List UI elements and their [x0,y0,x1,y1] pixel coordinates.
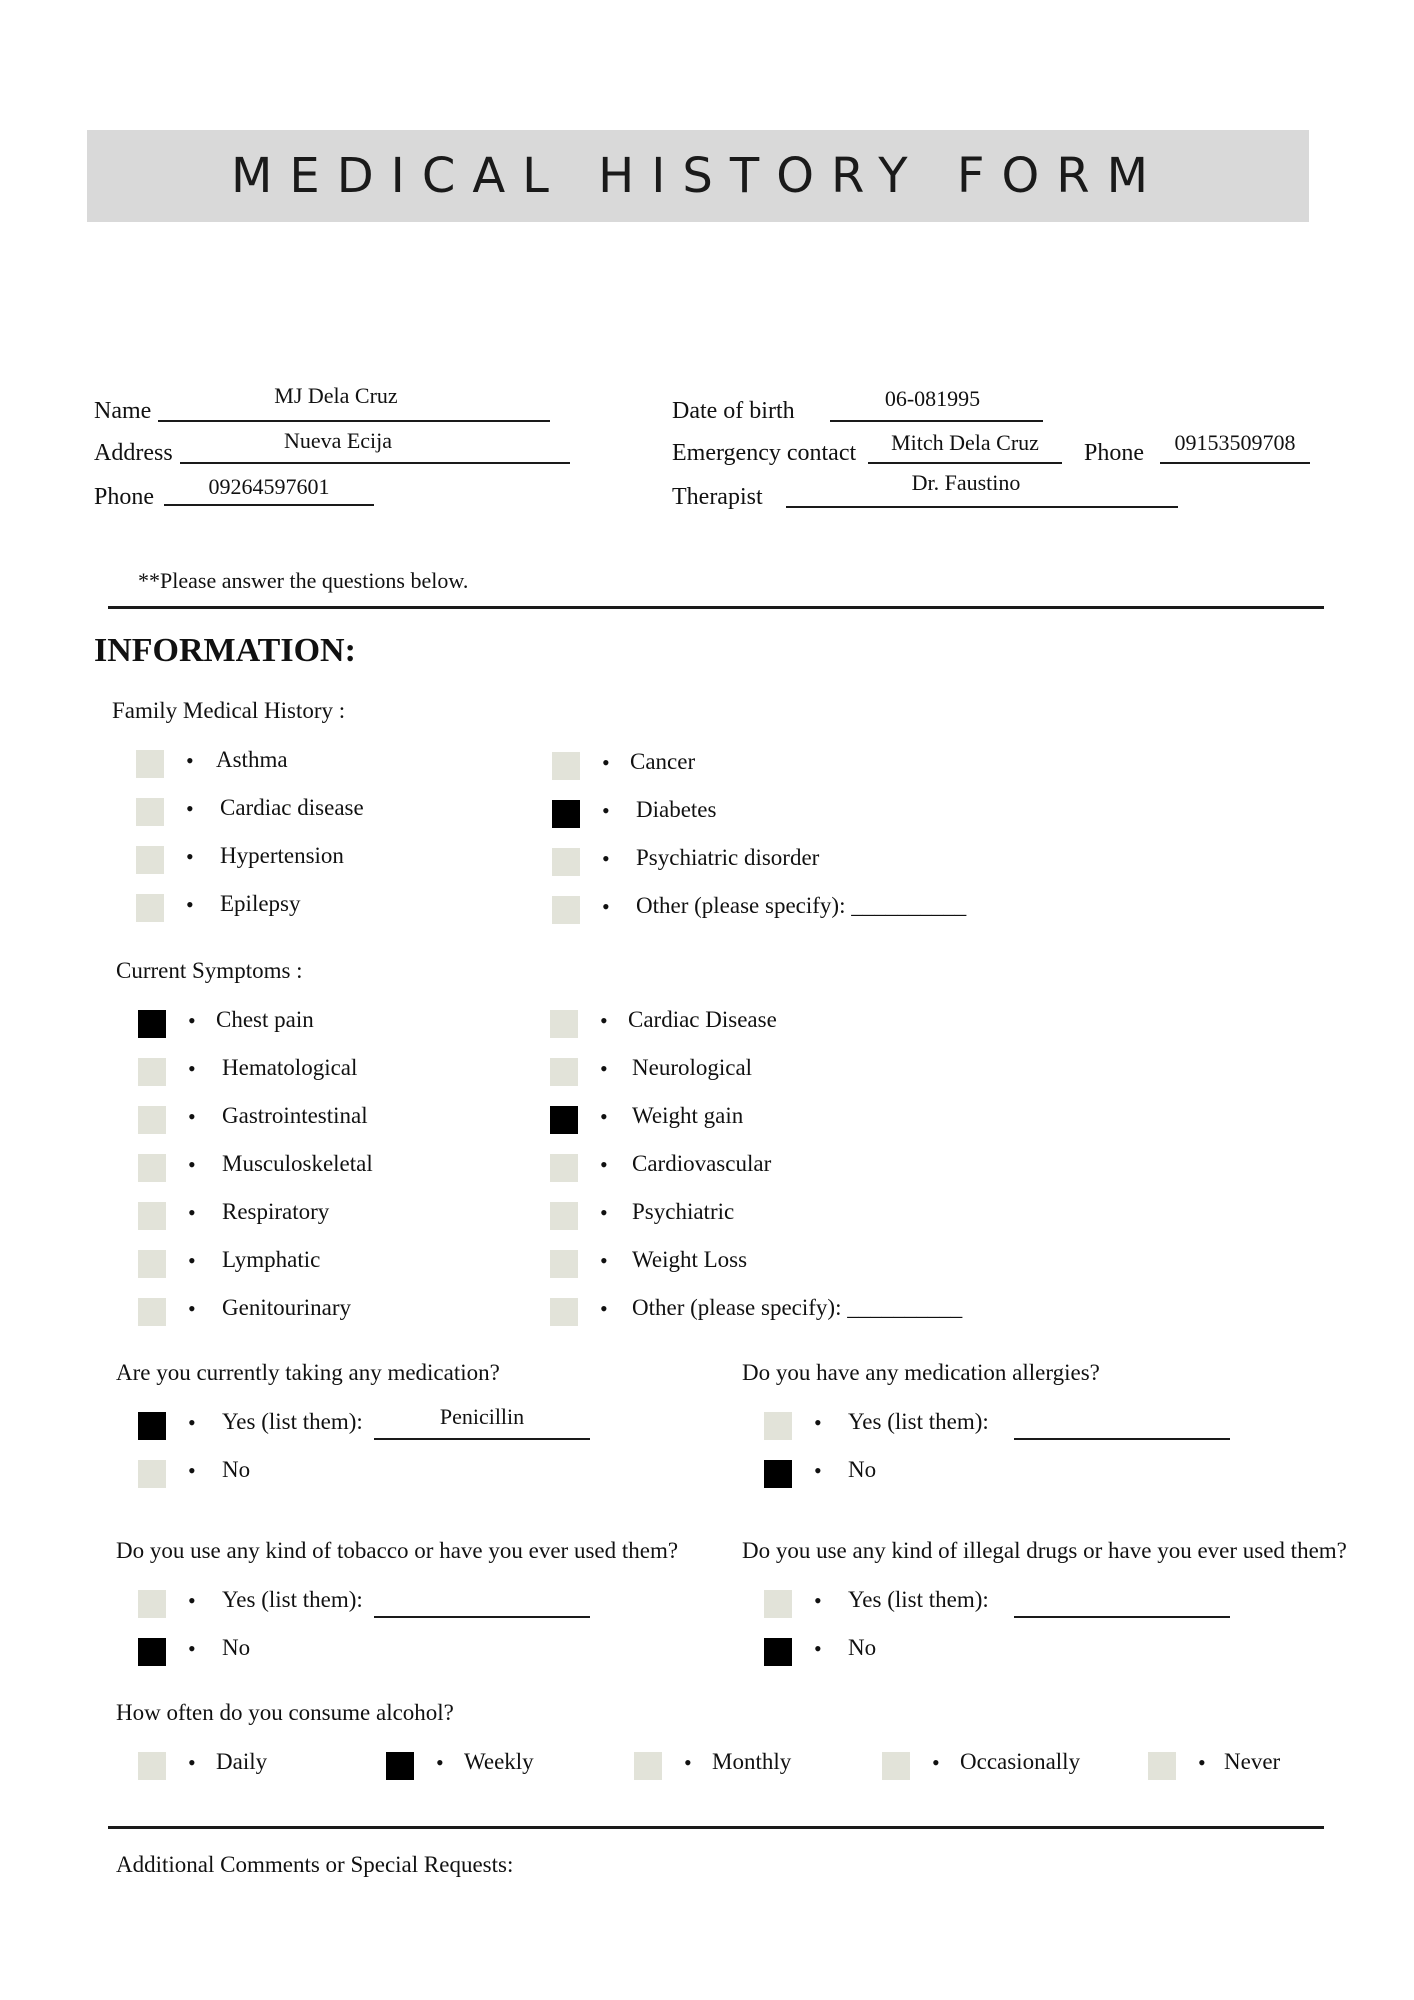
bullet: • [600,1248,608,1273]
option-label: Chest pain [216,1007,314,1032]
option-label: Cardiovascular [632,1151,772,1176]
allergies-list-field[interactable] [1014,1438,1230,1440]
option-label: Other (please specify): __________ [632,1295,963,1320]
medication-list-value: Penicillin [439,1404,525,1429]
bullet: • [188,1008,196,1033]
checkbox[interactable] [136,798,164,826]
bullet: • [602,798,610,823]
checkbox[interactable] [138,1058,166,1086]
bullet: • [602,894,610,919]
checkbox[interactable] [138,1590,166,1618]
checkbox[interactable] [550,1202,578,1230]
checkbox[interactable] [882,1752,910,1780]
checkbox[interactable] [764,1460,792,1488]
emergency-contact-label: Emergency contact [672,440,857,466]
bullet: • [186,844,194,869]
option-label: Hematological [222,1055,358,1080]
bullet: • [188,1588,196,1613]
bullet: • [600,1200,608,1225]
bullet: • [188,1104,196,1129]
bullet: • [600,1152,608,1177]
phone-field[interactable] [164,504,374,506]
checkbox[interactable] [138,1154,166,1182]
option-label: Lymphatic [222,1247,321,1272]
checkbox[interactable] [550,1250,578,1278]
checkbox[interactable] [138,1202,166,1230]
alcohol-question: How often do you consume alcohol? [116,1700,454,1725]
drugs-question: Do you use any kind of illegal drugs or have you ever used them? [742,1538,1347,1563]
checkbox[interactable] [764,1590,792,1618]
option-label: Cardiac Disease [628,1007,777,1032]
option-label: Psychiatric [632,1199,735,1224]
option-label: Psychiatric disorder [636,845,820,870]
checkbox[interactable] [136,894,164,922]
bullet: • [814,1410,822,1435]
option-label: No [848,1635,877,1660]
therapist-field[interactable] [786,506,1178,508]
option-label: Cardiac disease [220,795,364,820]
bullet: • [684,1750,692,1775]
option-label: Genitourinary [222,1295,352,1320]
checkbox[interactable] [552,752,580,780]
tobacco-list-field[interactable] [374,1616,590,1618]
bullet: • [600,1056,608,1081]
checkbox[interactable] [552,800,580,828]
drugs-list-field[interactable] [1014,1616,1230,1618]
option-label: Neurological [632,1055,753,1080]
option-label: Respiratory [222,1199,330,1224]
instruction-note: **Please answer the questions below. [138,568,469,593]
comments-label: Additional Comments or Special Requests: [116,1852,514,1877]
option-label: Yes (list them): [848,1409,989,1434]
emergency-contact-value: Mitch Dela Cruz [891,430,1039,455]
option-label: Daily [216,1749,268,1774]
option-label: Yes (list them): [222,1587,363,1612]
option-label: Diabetes [636,797,717,822]
medication-list-field[interactable] [374,1438,590,1440]
name-value: MJ Dela Cruz [274,383,398,408]
checkbox[interactable] [550,1298,578,1326]
option-label: Asthma [216,747,288,772]
option-label: Musculoskeletal [222,1151,373,1176]
option-label: No [222,1457,251,1482]
checkbox[interactable] [550,1106,578,1134]
checkbox[interactable] [764,1412,792,1440]
emergency-contact-field[interactable] [868,462,1062,464]
checkbox[interactable] [552,848,580,876]
checkbox[interactable] [764,1638,792,1666]
bullet: • [188,1750,196,1775]
checkbox[interactable] [138,1010,166,1038]
bullet: • [188,1410,196,1435]
bullet: • [814,1588,822,1613]
bullet: • [188,1200,196,1225]
bullet: • [188,1056,196,1081]
checkbox[interactable] [138,1298,166,1326]
bullet: • [600,1296,608,1321]
therapist-label: Therapist [672,484,763,510]
option-label: Occasionally [960,1749,1081,1774]
bullet: • [188,1152,196,1177]
emergency-phone-value: 09153509708 [1174,430,1296,455]
allergies-question: Do you have any medication allergies? [742,1360,1100,1385]
therapist-value: Dr. Faustino [911,470,1021,495]
emergency-phone-field[interactable] [1160,462,1310,464]
checkbox[interactable] [1148,1752,1176,1780]
bullet: • [600,1008,608,1033]
dob-value: 06-081995 [884,386,981,411]
checkbox[interactable] [136,846,164,874]
checkbox[interactable] [550,1154,578,1182]
dob-label: Date of birth [672,398,795,424]
bullet: • [188,1248,196,1273]
checkbox[interactable] [138,1412,166,1440]
option-label: Yes (list them): [848,1587,989,1612]
bullet: • [1198,1750,1206,1775]
bullet: • [814,1458,822,1483]
phone-label: Phone [94,484,154,510]
emergency-phone-label: Phone [1084,440,1144,466]
name-label: Name [94,398,152,424]
option-label: No [222,1635,251,1660]
option-label: Weight Loss [632,1247,748,1272]
bullet: • [602,846,610,871]
divider [108,1826,1324,1829]
checkbox[interactable] [138,1752,166,1780]
option-label: Never [1224,1749,1281,1774]
divider [108,606,1324,609]
symptoms-label: Current Symptoms : [116,958,303,983]
checkbox[interactable] [136,750,164,778]
name-field[interactable] [158,420,550,422]
option-label: Weight gain [632,1103,744,1128]
bullet: • [186,796,194,821]
bullet: • [186,892,194,917]
dob-field[interactable] [830,420,1043,422]
page-title: MEDICAL HISTORY FORM [230,148,1166,204]
checkbox[interactable] [138,1250,166,1278]
medication-question: Are you currently taking any medication? [116,1360,500,1385]
option-label: Gastrointestinal [222,1103,368,1128]
address-field[interactable] [180,462,570,464]
phone-value: 09264597601 [208,474,330,499]
checkbox[interactable] [552,896,580,924]
option-label: Epilepsy [220,891,301,916]
section-heading: INFORMATION: [94,632,356,669]
bullet: • [188,1296,196,1321]
checkbox[interactable] [138,1106,166,1134]
bullet: • [814,1636,822,1661]
bullet: • [186,748,194,773]
tobacco-question: Do you use any kind of tobacco or have you ever used them? [116,1538,679,1563]
option-label: Hypertension [220,843,344,868]
checkbox[interactable] [138,1638,166,1666]
bullet: • [188,1636,196,1661]
bullet: • [600,1104,608,1129]
bullet: • [188,1458,196,1483]
bullet: • [602,750,610,775]
option-label: Weekly [464,1749,534,1774]
checkbox[interactable] [138,1460,166,1488]
checkbox[interactable] [634,1752,662,1780]
family-history-label: Family Medical History : [112,698,346,723]
bullet: • [436,1750,444,1775]
bullet: • [932,1750,940,1775]
option-label: Cancer [630,749,696,774]
option-label: Other (please specify): __________ [636,893,967,918]
option-label: Yes (list them): [222,1409,363,1434]
checkbox[interactable] [550,1058,578,1086]
checkbox[interactable] [550,1010,578,1038]
address-label: Address [94,440,173,466]
checkbox[interactable] [386,1752,414,1780]
option-label: Monthly [712,1749,792,1774]
title-banner [87,130,1309,222]
option-label: No [848,1457,877,1482]
address-value: Nueva Ecija [283,428,393,453]
